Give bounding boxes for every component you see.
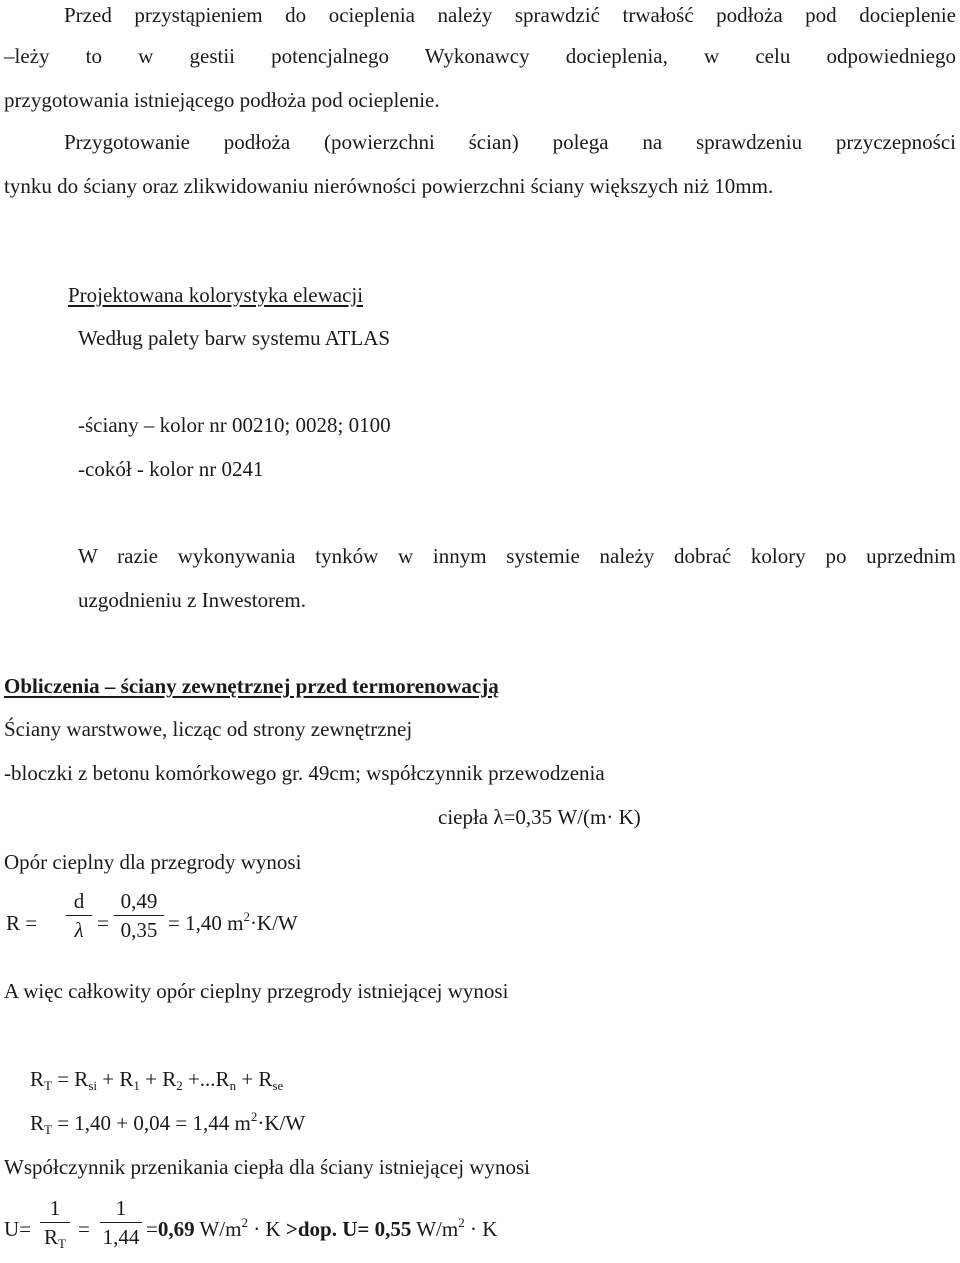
fraction-numerator: 1 xyxy=(115,1196,127,1220)
fraction-bar xyxy=(66,915,92,916)
equation-lhs: R = xyxy=(6,911,38,935)
fraction-denominator: λ xyxy=(74,918,84,942)
result-value: 0,69 xyxy=(157,1217,195,1241)
result-unit: · K xyxy=(464,1217,498,1241)
intro-paragraph-line: Przygotowanie podłoża (powierzchni ścian) polega na sprawdzeniu przyczepności xyxy=(64,130,956,154)
formula-part: + R xyxy=(139,1067,177,1091)
formula-part: = 1,40 + 0,04 = 1,44 m xyxy=(51,1111,251,1135)
subscript: 1 xyxy=(133,1078,140,1093)
equation-lhs: U= xyxy=(4,1217,32,1241)
equals-sign: = xyxy=(97,911,109,935)
subscript: T xyxy=(44,1122,52,1137)
subscript: T xyxy=(44,1078,52,1093)
fraction-numerator: d xyxy=(73,889,85,913)
intro-paragraph-line: –leży to w gestii potencjalnego Wykonawcy docieplenia, w celu odpowiedniego xyxy=(4,44,956,68)
result-unit: W/m xyxy=(194,1217,242,1241)
equals-sign: = xyxy=(146,1217,158,1241)
formula-part: + R xyxy=(236,1067,273,1091)
total-resistance-intro: A więc całkowity opór cieplny przegrody istniejącej wynosi xyxy=(4,979,509,1003)
formula-part: + R xyxy=(97,1067,134,1091)
formula-part: = R xyxy=(51,1067,89,1091)
fraction-numerator: 1 xyxy=(49,1196,61,1220)
fraction-values xyxy=(114,889,164,942)
symbol: R xyxy=(30,1111,45,1135)
equation-result xyxy=(168,910,298,936)
color-scheme-heading: Projektowana kolorystyka elewacji xyxy=(68,283,364,307)
symbol: R xyxy=(30,1067,45,1091)
fraction-denominator xyxy=(40,1225,70,1249)
subscript: si xyxy=(88,1078,97,1093)
result-value: = 1,40 m xyxy=(168,911,244,935)
transmittance-intro: Współczynnik przenikania ciepła dla ściany istniejącej wynosi xyxy=(4,1155,530,1179)
wall-layers-text: Ściany warstwowe, licząc od strony zewnętrznej xyxy=(4,717,413,741)
total-resistance-value xyxy=(30,1110,305,1136)
color-note-line: uzgodnieniu z Inwestorem. xyxy=(78,588,307,612)
formula-part: +...R xyxy=(182,1067,230,1091)
intro-paragraph-line: przygotowania istniejącego podłoża pod ocieplenie. xyxy=(4,88,440,112)
transmittance-result xyxy=(146,1216,497,1242)
fraction-one-value xyxy=(100,1196,142,1249)
subscript: se xyxy=(272,1078,284,1093)
allowed-value-comparison: >dop. U= 0,55 xyxy=(285,1217,412,1241)
fraction-one-rt xyxy=(40,1196,70,1249)
fraction-bar xyxy=(114,915,164,916)
color-note-line: W razie wykonywania tynków w innym systemie należy dobrać kolory po uprzednim xyxy=(78,544,956,568)
intro-paragraph-line: Przed przystąpieniem do ocieplenia należy sprawdzić trwałość podłoża pod docieplenie xyxy=(64,3,956,27)
fraction-numerator: 0,49 xyxy=(120,889,158,913)
resistance-intro-text: Opór cieplny dla przegrody wynosi xyxy=(4,850,302,874)
calculation-heading: Obliczenia – ściany zewnętrznej przed termorenowacją xyxy=(4,674,499,698)
exponent: 2 xyxy=(241,1215,248,1230)
result-unit: ·K/W xyxy=(257,1111,306,1135)
walls-color-text: -ściany – kolor nr 00210; 0028; 0100 xyxy=(78,413,391,437)
fraction-bar xyxy=(100,1222,142,1223)
subscript: n xyxy=(229,1078,237,1093)
intro-paragraph-line: tynku do ściany oraz zlikwidowaniu nierówności powierzchni ściany większych niż 10mm. xyxy=(4,174,774,198)
fraction-denominator: 1,44 xyxy=(102,1225,140,1249)
result-unit: ·K/W xyxy=(249,911,298,935)
symbol: R xyxy=(44,1225,59,1249)
total-resistance-formula xyxy=(30,1066,283,1092)
exponent: 2 xyxy=(243,909,250,924)
palette-text: Według palety barw systemu ATLAS xyxy=(78,326,391,350)
result-unit: W/m xyxy=(411,1217,459,1241)
block-description-line: ciepła λ=0,35 W/(m· K) xyxy=(438,805,641,829)
exponent: 2 xyxy=(458,1215,465,1230)
subscript: 2 xyxy=(176,1078,183,1093)
fraction-d-lambda xyxy=(66,889,92,942)
fraction-denominator: 0,35 xyxy=(120,918,158,942)
subscript: T xyxy=(58,1236,66,1251)
result-unit: · K xyxy=(247,1217,286,1241)
block-description-line: -bloczki z betonu komórkowego gr. 49cm; współczynnik przewodzenia xyxy=(4,761,605,785)
equals-sign: = xyxy=(78,1217,90,1241)
fraction-bar xyxy=(40,1222,70,1223)
exponent: 2 xyxy=(250,1109,258,1124)
plinth-color-text: -cokół - kolor nr 0241 xyxy=(78,457,264,481)
